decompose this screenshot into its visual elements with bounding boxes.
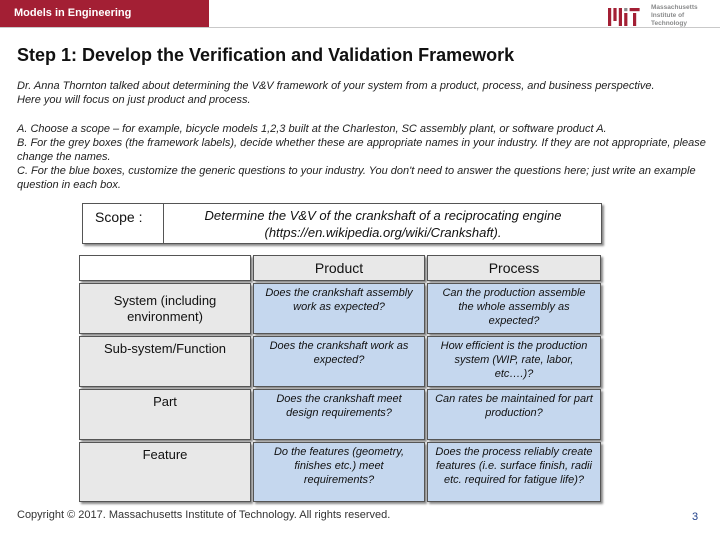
corner-cell <box>79 255 251 281</box>
intro-line: Dr. Anna Thornton talked about determining the V&V framework of your system from a product, process, and business perspective. <box>17 80 655 92</box>
row-label-system[interactable]: System (including environment) <box>79 283 251 334</box>
header-band <box>0 0 209 27</box>
instruction-b: B. For the grey boxes (the framework labels), decide whether these are appropriate names in your industry. If they are not appropriate, please change the names. <box>17 137 706 163</box>
scope-box <box>82 203 602 244</box>
scope-divider <box>163 204 164 243</box>
intro-line: Here you will focus on just product and process. <box>17 94 251 106</box>
question-feature-product[interactable]: Do the features (geometry, finishes etc.) meet requirements? <box>253 442 425 502</box>
question-feature-process[interactable]: Does the process reliably create features (i.e. surface finish, radii etc. required for fatigue life)? <box>427 442 601 502</box>
question-part-process[interactable]: Can rates be maintained for part production? <box>427 389 601 440</box>
column-header-product[interactable]: Product <box>253 255 425 281</box>
question-system-product[interactable]: Does the crankshaft assembly work as expected? <box>253 283 425 334</box>
slide-title: Step 1: Develop the Verification and Validation Framework <box>17 45 515 65</box>
question-system-process[interactable]: Can the production assemble the whole assembly as expected? <box>427 283 601 334</box>
question-subsystem-process[interactable]: How efficient is the production system (WIP, rate, labor, etc….)? <box>427 336 601 387</box>
institute-line: Technology <box>651 20 687 27</box>
row-label-subsystem[interactable]: Sub-system/Function <box>79 336 251 387</box>
page-number: 3 <box>692 511 699 523</box>
institute-line: Institute of <box>651 12 685 19</box>
scope-label: Scope : <box>95 209 143 225</box>
institute-name <box>651 4 698 28</box>
instruction-c: C. For the blue boxes, customize the generic questions to your industry. You don't need to answer the questions here; just write an example question in each box. <box>17 165 696 191</box>
copyright-footer: Copyright © 2017. Massachusetts Institute of Technology. All rights reserved. <box>17 509 391 521</box>
institute-line: Massachusetts <box>651 4 698 11</box>
question-subsystem-product[interactable]: Does the crankshaft work as expected? <box>253 336 425 387</box>
section-title: Models in Engineering <box>14 7 132 19</box>
instructions <box>17 122 717 192</box>
row-label-feature[interactable]: Feature <box>79 442 251 502</box>
row-label-part[interactable]: Part <box>79 389 251 440</box>
intro-text <box>17 79 717 107</box>
scope-text[interactable]: Determine the V&V of the crankshaft of a reciprocating engine (https://en.wikipedia.org/wiki/Crankshaft). <box>204 208 562 240</box>
question-part-product[interactable]: Does the crankshaft meet design requirements? <box>253 389 425 440</box>
column-header-process[interactable]: Process <box>427 255 601 281</box>
instruction-a: A. Choose a scope – for example, bicycle models 1,2,3 built at the Charleston, SC assembly plant, or software product A. <box>17 123 607 135</box>
